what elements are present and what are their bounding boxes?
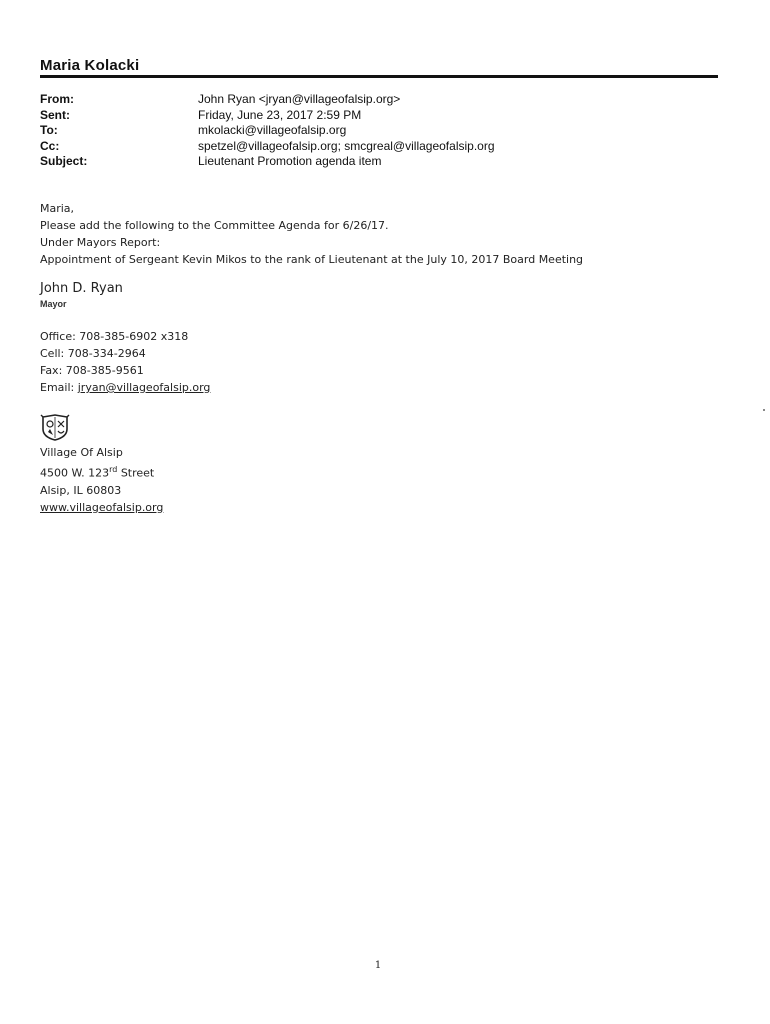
cc-row [40,139,495,155]
sent-value: Friday, June 23, 2017 2:59 PM [198,107,362,122]
street-word: Street [117,466,155,480]
subject-value: Lieutenant Promotion agenda item [198,154,382,168]
to-label: To: [40,123,58,137]
signature-name: John D. Ryan [40,281,123,296]
cell-phone: Cell: 708-334-2964 [40,347,146,360]
street-number: 4500 W. 123 [40,466,110,480]
from-label: From: [40,92,74,106]
email-prefix: Email: [40,381,78,394]
from-value: John Ryan <jryan@villageofalsip.org> [198,92,401,106]
email-metadata [40,92,495,170]
city-line: Alsip, IL 60803 [40,483,122,497]
page-number: 1 [374,960,382,971]
cc-value: spetzel@villageofalsip.org; smcgreal@villageofalsip.org [198,138,495,153]
sent-label: Sent: [40,107,70,122]
street-suffix: rd [109,465,118,474]
subject-row [40,154,495,170]
to-value: mkolacki@villageofalsip.org [198,123,347,137]
contact-block [40,328,210,396]
subject-label: Subject: [40,154,88,168]
org-name: Village Of Alsip [40,446,123,459]
greeting: Maria, [40,202,75,215]
village-seal-icon [40,413,70,441]
scan-speck [763,409,765,411]
signature-title: Mayor [40,299,67,309]
body-line-1: Please add the following to the Committee Agenda for 6/26/17. [40,219,389,232]
fax-number: Fax: 708-385-9561 [40,364,144,377]
email-link[interactable]: jryan@villageofalsip.org [77,381,211,394]
to-row [40,123,495,139]
header-rule [40,75,718,78]
street-line [40,461,163,482]
email-line [40,379,210,396]
body-line-2: Under Mayors Report: [40,236,161,249]
header-name: Maria Kolacki [40,57,140,74]
email-body [40,200,583,268]
office-phone: Office: 708-385-6902 x318 [40,330,189,343]
sent-row [40,108,495,124]
from-row [40,92,495,108]
cc-label: Cc: [40,138,60,153]
website-link[interactable]: www.villageofalsip.org [40,500,164,514]
address-block [40,444,163,516]
body-line-3: Appointment of Sergeant Kevin Mikos to the rank of Lieutenant at the July 10, 2017 Board Meeting [40,253,584,266]
